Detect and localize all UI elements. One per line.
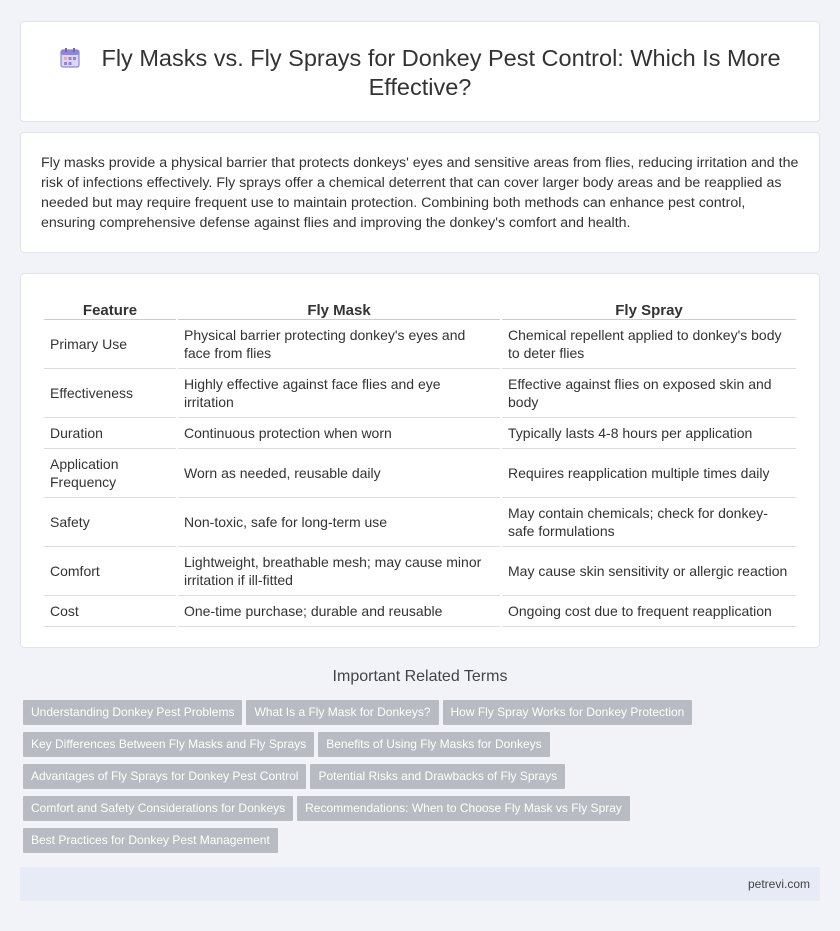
related-term-tag[interactable]: Recommendations: When to Choose Fly Mask vs Fly Spray [297, 796, 630, 821]
table-cell: Chemical repellent applied to donkey's body to deter flies [502, 320, 796, 369]
intro-card [20, 132, 820, 253]
table-cell: May cause skin sensitivity or allergic reaction [502, 547, 796, 596]
footer-site-link[interactable]: petrevi.com [747, 877, 810, 891]
table-cell: Comfort [44, 547, 176, 596]
related-term-tag[interactable]: How Fly Spray Works for Donkey Protection [443, 700, 693, 725]
table-cell: Requires reapplication multiple times daily [502, 449, 796, 498]
page-title [21, 44, 819, 102]
table-row [44, 320, 796, 369]
table-cell: Highly effective against face flies and eye irritation [178, 369, 500, 418]
table-cell: Physical barrier protecting donkey's eyes and face from flies [178, 320, 500, 369]
related-term-tag[interactable]: Potential Risks and Drawbacks of Fly Sprays [310, 764, 565, 789]
table-cell: One-time purchase; durable and reusable [178, 596, 500, 627]
table-cell: Duration [44, 418, 176, 449]
comparison-table-card [20, 273, 820, 648]
header-fly-mask: Fly Mask [178, 296, 500, 320]
table-cell: May contain chemicals; check for donkey-safe formulations [502, 498, 796, 547]
table-row [44, 449, 796, 498]
table-cell: Safety [44, 498, 176, 547]
header-feature: Feature [44, 296, 176, 320]
table-row [44, 596, 796, 627]
table-header-row [44, 296, 796, 320]
related-term-tag[interactable]: Advantages of Fly Sprays for Donkey Pest Control [23, 764, 306, 789]
related-term-tag[interactable]: Key Differences Between Fly Masks and Fly Sprays [23, 732, 314, 757]
table-cell: Ongoing cost due to frequent reapplication [502, 596, 796, 627]
table-cell: Non-toxic, safe for long-term use [178, 498, 500, 547]
table-cell: Effective against flies on exposed skin and body [502, 369, 796, 418]
table-row [44, 418, 796, 449]
calendar-icon [59, 47, 81, 69]
table-cell: Cost [44, 596, 176, 627]
table-row [44, 547, 796, 596]
title-card [20, 21, 820, 122]
header-fly-spray: Fly Spray [502, 296, 796, 320]
table-row [44, 369, 796, 418]
related-terms-list [23, 700, 703, 860]
comparison-table [42, 296, 798, 627]
table-cell: Worn as needed, reusable daily [178, 449, 500, 498]
related-term-tag[interactable]: What Is a Fly Mask for Donkeys? [246, 700, 438, 725]
related-term-tag[interactable]: Benefits of Using Fly Masks for Donkeys [318, 732, 549, 757]
related-term-tag[interactable]: Best Practices for Donkey Pest Management [23, 828, 278, 853]
table-row [44, 498, 796, 547]
footer [20, 867, 820, 901]
intro-paragraph: Fly masks provide a physical barrier that protects donkeys' eyes and sensitive areas from flies, reducing irritation and the risk of infections effectively. Fly sprays offer a chemical deterrent that can cover larger body areas and be reapplied as needed but may require frequent use to maintain protection. Combining both methods can enhance pest control, ensuring comprehensive defense against flies and improving the donkey's comfort and health. [41, 155, 799, 231]
table-cell: Primary Use [44, 320, 176, 369]
related-term-tag[interactable]: Comfort and Safety Considerations for Donkeys [23, 796, 293, 821]
table-cell: Continuous protection when worn [178, 418, 500, 449]
related-term-tag[interactable]: Understanding Donkey Pest Problems [23, 700, 242, 725]
table-cell: Typically lasts 4-8 hours per application [502, 418, 796, 449]
table-cell: Application Frequency [44, 449, 176, 498]
table-cell: Lightweight, breathable mesh; may cause minor irritation if ill-fitted [178, 547, 500, 596]
related-terms-heading: Important Related Terms [332, 668, 508, 685]
page-title-text: Fly Masks vs. Fly Sprays for Donkey Pest Control: Which Is More Effective? [101, 45, 781, 100]
table-cell: Effectiveness [44, 369, 176, 418]
